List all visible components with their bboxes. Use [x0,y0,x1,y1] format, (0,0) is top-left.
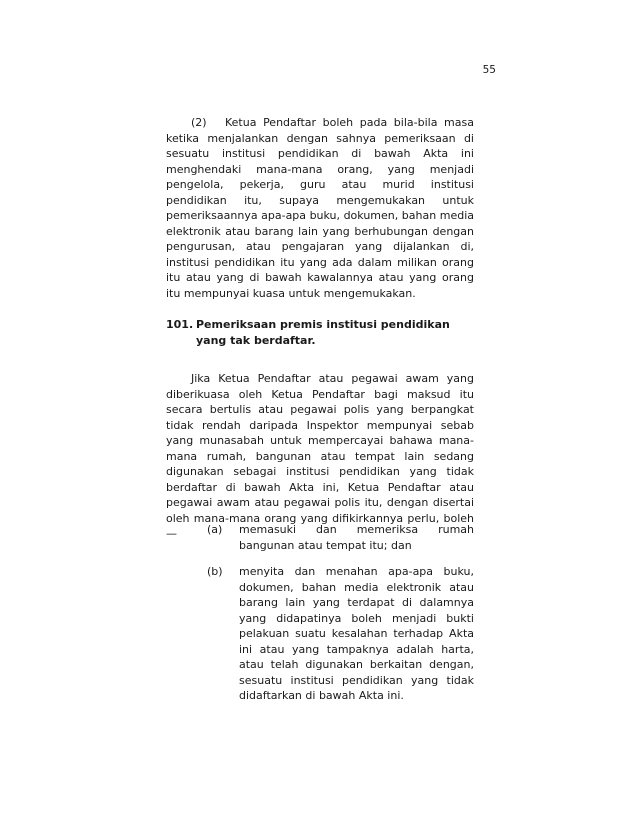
subsection-paragraph [166,115,474,301]
page-number: 55 [482,64,496,76]
section-title: Pemeriksaan premis institusi pendidikan yang tak berdaftar. [196,318,450,347]
section-body: Jika Ketua Pendaftar atau pegawai awam yang diberikuasa oleh Ketua Pendaftar bagi maksud itu secara bertulis atau pegawai polis yang berpangkat tidak rendah daripada Inspektor mempunyai sebab yang munasabah untuk mempercayai bahawa mana-mana rumah, bangunan atau tempat lain sedang digunakan sebagai institusi pendidikan yang tidak berdaftar di bawah Akta ini, Ketua Pendaftar atau pegawai awam atau pegawai polis itu, dengan disertai oleh mana-mana orang yang difikirkannya perlu, boleh— [166,372,474,540]
subsection-text: Ketua Pendaftar boleh pada bila-bila masa ketika menjalankan dengan sahnya pemeriksaan di sesuatu institusi pendidikan di bawah Akta ini menghendaki mana-mana orang, yang menjadi pengelola, pekerja, guru atau murid institusi pendidikan itu, supaya mengemukakan untuk pemeriksaannya apa-apa buku, dokumen, bahan media elektronik atau barang lain yang berhubungan dengan pengurusan, atau pengajaran yang dijalankan di, institusi pendidikan itu yang ada dalam milikan orang itu atau yang di bawah kawalannya atau yang orang itu mempunyai kuasa untuk mengemukakan. [166,116,474,300]
subsection-number: (2) [191,116,207,129]
list-marker: (a) [207,523,223,536]
section-number: 101. [166,318,194,331]
list-item-text: memasuki dan memeriksa rumah bangunan atau tempat itu; dan [239,523,474,552]
section-heading [166,317,474,348]
list-item-a [207,522,474,562]
list-item-b [207,564,474,713]
list-item-text: menyita dan menahan apa-apa buku, dokumen, bahan media elektronik atau barang lain yang terdapat di dalamnya yang didapatinya boleh menjadi bukti pelakuan suatu kesalahan terhadap Akta ini atau yang tampaknya adalah harta, atau telah digunakan berkaitan dengan, sesuatu institusi pendidikan yang tidak didaftarkan di bawah Akta ini. [239,565,474,702]
list-marker: (b) [207,565,223,578]
